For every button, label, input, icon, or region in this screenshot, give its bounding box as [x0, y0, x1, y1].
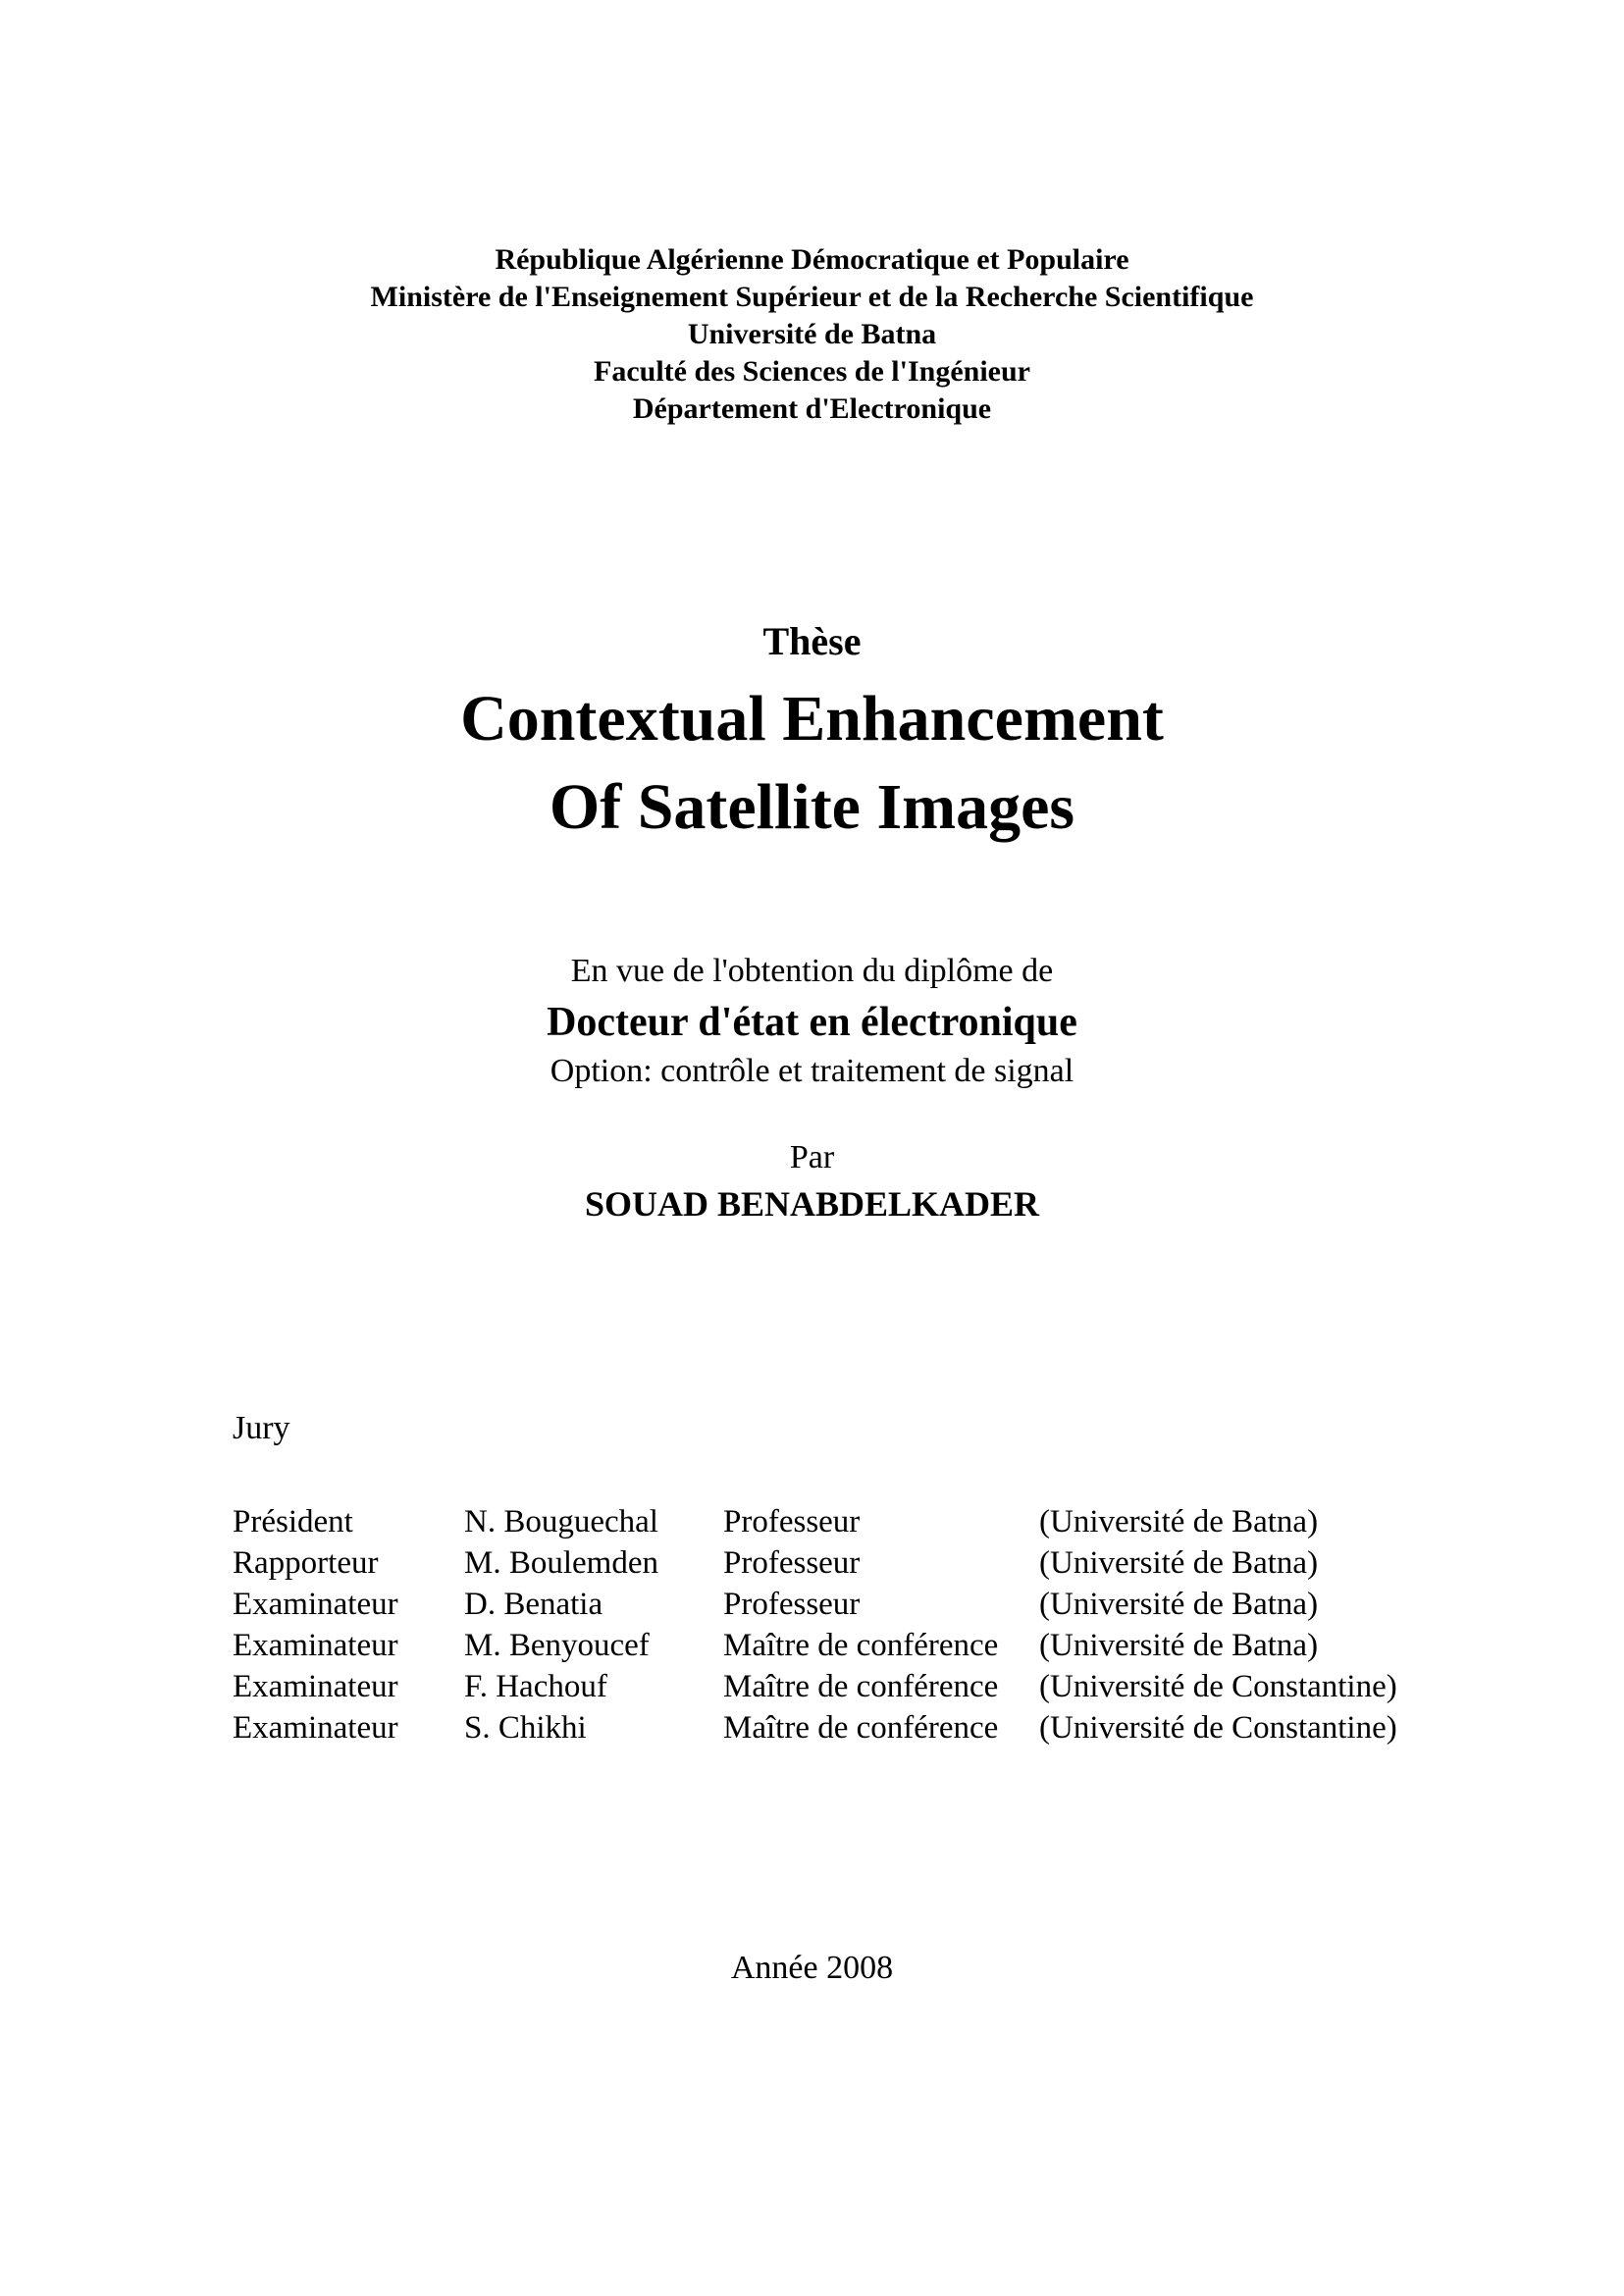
thesis-year: Année 2008 [730, 1950, 894, 1986]
jury-name: D. Benatia [464, 1587, 603, 1622]
header-line-department: Département d'Electronique [632, 392, 992, 425]
jury-institution: (Université de Batna) [1039, 1545, 1319, 1581]
jury-name: S. Chikhi [464, 1710, 587, 1746]
jury-name: M. Boulemden [464, 1545, 658, 1581]
jury-title: Maître de conférence [723, 1628, 999, 1663]
jury-name: N. Bouguechal [464, 1504, 658, 1539]
jury-role: Examinateur [233, 1587, 398, 1622]
jury-title: Professeur [723, 1587, 861, 1622]
jury-institution: (Université de Batna) [1039, 1628, 1319, 1663]
jury-title: Maître de conférence [723, 1669, 999, 1704]
jury-institution: (Université de Constantine) [1039, 1710, 1397, 1746]
thesis-title-line-2: Of Satellite Images [549, 771, 1075, 843]
jury-institution: (Université de Constantine) [1039, 1669, 1397, 1704]
thesis-title-line-1: Contextual Enhancement [460, 683, 1164, 755]
thesis-title [0, 675, 1624, 852]
header-line-ministry: Ministère de l'Enseignement Supérieur et de la Recherche Scientifique [370, 281, 1254, 313]
jury-institution: (Université de Batna) [1039, 1587, 1319, 1622]
jury-name: F. Hachouf [464, 1669, 607, 1704]
header-line-faculty: Faculté des Sciences de l'Ingénieur [594, 355, 1030, 388]
thesis-label: Thèse [762, 619, 862, 663]
jury-title: Maître de conférence [723, 1710, 999, 1746]
jury-title: Professeur [723, 1504, 861, 1539]
jury-row [233, 1707, 1397, 1748]
jury-role: Examinateur [233, 1710, 398, 1746]
degree-option: Option: contrôle et traitement de signal [550, 1053, 1074, 1089]
author-by-label: Par [789, 1139, 835, 1175]
header-line-university: Université de Batna [687, 318, 937, 350]
degree-name: Docteur d'état en électronique [547, 1000, 1077, 1045]
jury-heading: Jury [233, 1410, 290, 1446]
jury-institution: (Université de Batna) [1039, 1504, 1319, 1539]
jury-row [233, 1666, 1397, 1707]
jury-row [233, 1542, 1397, 1584]
jury-row [233, 1584, 1397, 1625]
jury-name: M. Benyoucef [464, 1628, 650, 1663]
jury-row [233, 1501, 1397, 1542]
jury-role: Président [233, 1504, 353, 1539]
degree-intro: En vue de l'obtention du diplôme de [570, 953, 1054, 989]
jury-role: Examinateur [233, 1628, 398, 1663]
jury-role: Examinateur [233, 1669, 398, 1704]
jury-table [233, 1501, 1397, 1748]
author-name: SOUAD BENABDELKADER [584, 1184, 1040, 1224]
institution-header [0, 241, 1624, 428]
jury-row [233, 1625, 1397, 1666]
jury-role: Rapporteur [233, 1545, 379, 1581]
jury-title: Professeur [723, 1545, 861, 1581]
header-line-republic: République Algérienne Démocratique et Populaire [495, 243, 1129, 276]
